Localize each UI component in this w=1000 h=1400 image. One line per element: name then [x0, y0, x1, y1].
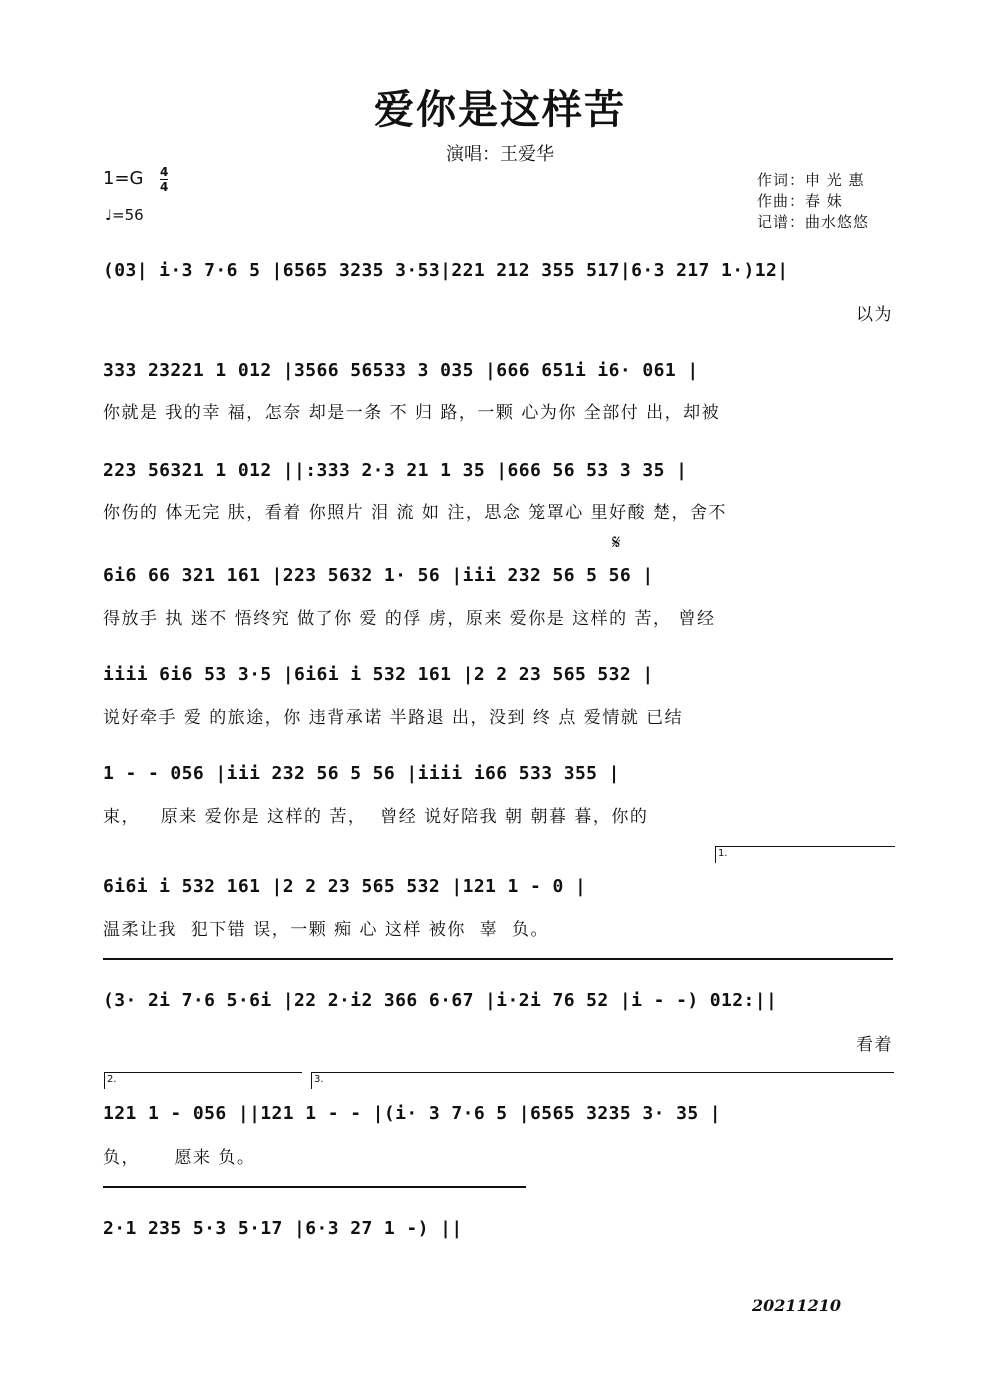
volta-2: 2. [104, 1072, 302, 1089]
tempo-marking: ♩=56 [105, 206, 144, 224]
score-line-1-lyrics: 以为 [856, 305, 893, 325]
score-line-4-lyrics: 得放手 执 迷不 悟终究 做了你 爱 的俘 虏，原来 爱你是 这样的 苦， 曾经 [103, 609, 716, 629]
singer-line: 演唱：王爱华 [446, 144, 554, 165]
credit-lyricist: 作词：申 光 惠 [757, 171, 865, 189]
volta-3: 3. [311, 1072, 894, 1089]
time-signature [160, 165, 168, 194]
song-title: 爱你是这样苦 [374, 86, 626, 133]
score-line-1-music: (03| i·3 7·6 5 |6565 3235 3·53|221 212 355 517|6·3 217 1·)12| [103, 260, 789, 281]
score-line-2-lyrics: 你就是 我的幸 福，怎奈 却是一条 不 归 路，一颗 心为你 全部付 出，却被 [103, 403, 721, 423]
score-line-3-music: 223 56321 1 012 ||:333 2·3 21 1 35 |666 56 53 3 35 | [103, 460, 688, 481]
score-line-7-lyrics: 温柔让我 犯下错 误，一颗 痴 心 这样 被你 辜 负。 [103, 920, 549, 940]
score-line-6-lyrics: 束， 原来 爱你是 这样的 苦， 曾经 说好陪我 朝 朝暮 暮，你的 [103, 807, 649, 827]
time-signature-bottom: 4 [160, 180, 169, 194]
credit-composer: 作曲：春 妹 [757, 192, 843, 210]
credits-block [757, 170, 869, 233]
score-line-2-music: 333 23221 1 012 |3566 56533 3 035 |666 651i i6· 061 | [103, 360, 699, 381]
key-signature: 1=G [103, 168, 144, 189]
score-line-5-lyrics: 说好牵手 爱 的旅途，你 违背承诺 半路退 出，没到 终 点 爱情就 已结 [103, 708, 684, 728]
section-bracket [103, 958, 893, 960]
score-line-8-lyrics: 看着 [856, 1035, 893, 1055]
score-line-7-music: 6i6i i 532 161 |2 2 23 565 532 |121 1 - 0 | [103, 876, 587, 897]
credit-transcriber: 记谱：曲水悠悠 [757, 213, 870, 231]
date-stamp: 20211210 [752, 1296, 842, 1315]
coda-bracket [103, 1186, 526, 1188]
volta-1: 1. [715, 846, 895, 863]
score-line-4-music: 6i6 66 321 161 |223 5632 1· 56 |iii 232 56 5 56 | [103, 565, 654, 586]
score-line-6-music: 1 - - 056 |iii 232 56 5 56 |iiii i66 533 355 | [103, 763, 620, 784]
score-line-10-music: 2·1 235 5·3 5·17 |6·3 27 1 -) || [103, 1218, 463, 1239]
score-line-5-music: iiii 6i6 53 3·5 |6i6i i 532 161 |2 2 23 565 532 | [103, 664, 654, 685]
time-signature-top: 4 [160, 165, 169, 179]
score-line-8-music: (3· 2i 7·6 5·6i |22 2·i2 366 6·67 |i·2i 76 52 |i - -) 012:|| [103, 990, 778, 1011]
segno-sign: 𝄋 [612, 530, 621, 554]
score-line-9-lyrics: 负， 愿来 负。 [103, 1148, 256, 1168]
score-line-9-music: 121 1 - 056 ||121 1 - - |(i· 3 7·6 5 |6565 3235 3· 35 | [103, 1103, 722, 1124]
score-line-3-lyrics: 你伤的 体无完 肤，看着 你照片 泪 流 如 注，思念 笼罩心 里好酸 楚，舍不 [103, 503, 728, 523]
